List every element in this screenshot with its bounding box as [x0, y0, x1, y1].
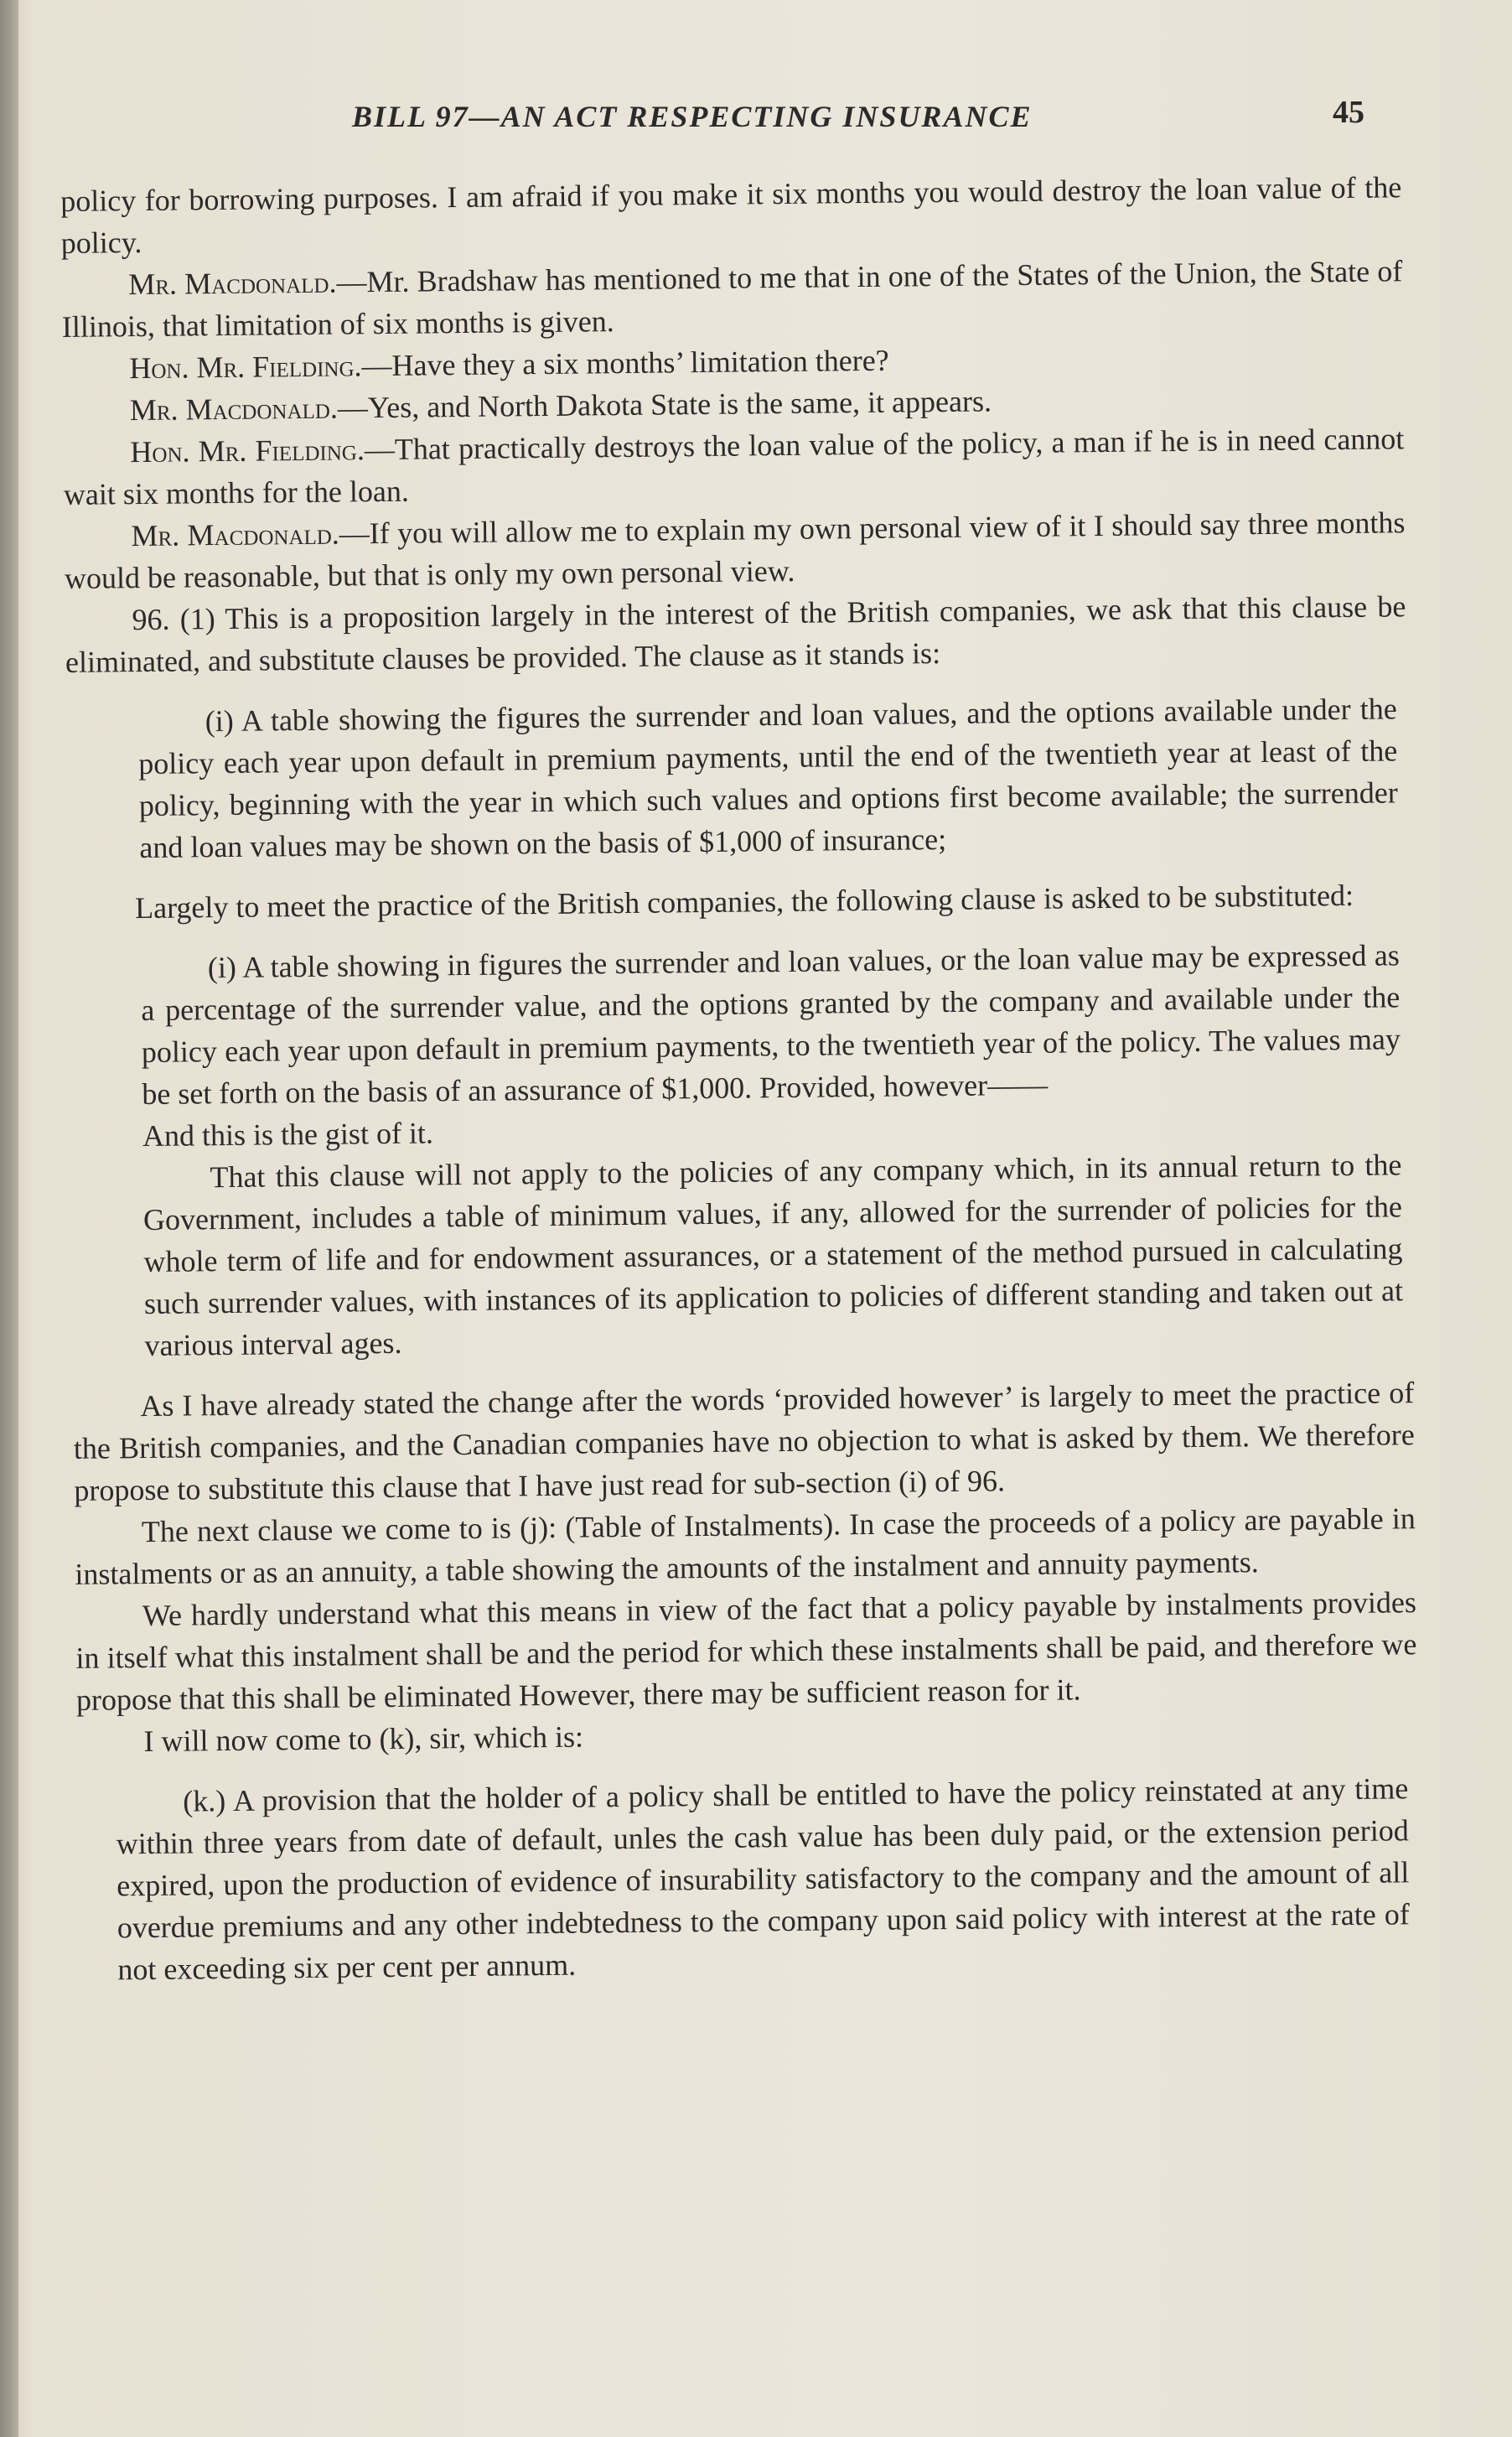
paragraph: 96. (1) This is a proposition largely in the interest of the British companies, we ask that this clause be eliminated, and substitute clauses be provided. The clause as it stands is: — [65, 589, 1406, 679]
quoted-clause: That this clause will not apply to the policies of any company which, in its annual return to the Government, includes a table of minimum values, if any, allowed for the surrender of policies for the whole term of life and for endowment assurances, or a statement of the method pursued in calculating such surrender values, with instances of its application to policies of different standing and taken out at various interval ages. — [142, 1148, 1404, 1363]
paragraph: The next clause we come to is (j): (Table of Instalments). In case the proceeds of a policy are payable in instalments or as an annuity, a table showing the amounts of the instalment and annuity payments. — [75, 1501, 1416, 1591]
running-header: BILL 97—AN ACT RESPECTING INSURANCE — [352, 100, 1033, 133]
speaker: Mr. Macdonald. — [129, 391, 339, 428]
paragraph: We hardly understand what this means in view of the fact that a policy payable by instalments provides in itself what this instalment shall be and the period for which these instalments shall be paid, and therefore we propose that this shall be eliminated However, there may be sufficient reason for it. — [75, 1585, 1417, 1717]
body-text — [60, 166, 1421, 1991]
paragraph: Mr. Macdonald.—Yes, and North Dakota State is the same, it appears. — [129, 384, 992, 428]
paragraph: policy for borrowing purposes. I am afraid if you make it six months you would destroy the loan value of the policy. — [60, 170, 1402, 260]
quoted-clause: (i) A table showing the figures the surrender and loan values, and the options available under the policy each year upon default in premium payments, until the end of the twentieth year at least of the policy, beginning with the year in which such values and options first become available; the surrender and loan values may be shown on the basis of $1,000 of insurance; — [138, 692, 1398, 865]
page-number: 45 — [1333, 95, 1364, 130]
paragraph: Mr. Macdonald.—Mr. Bradshaw has mentioned to me that in one of the States of the Union, the State of Illinois, that limitation of six months is given. — [61, 254, 1403, 344]
speaker: Mr. Macdonald. — [131, 516, 340, 553]
speaker: Mr. Macdonald. — [128, 265, 337, 302]
quoted-clause: (i) A table showing in figures the surrender and loan values, or the loan value may be expressed as a percentage of the surrender value, and the options granted by the company and available under the policy each year upon default in premium payments, to the twentieth year of the policy. The values may be set forth on the basis of an assurance of $1,000. Provided, however—— — [141, 938, 1401, 1112]
paragraph: Largely to meet the practice of the British companies, the following clause is asked to be substituted: — [134, 878, 1354, 926]
paragraph: Hon. Mr. Fielding.—That practically destroys the loan value of the policy, a man if he is in need cannot wait six months for the loan. — [63, 422, 1405, 511]
paragraph: I will now come to (k), sir, which is: — [143, 1719, 584, 1759]
speaker: Hon. Mr. Fielding. — [129, 349, 362, 386]
paragraph: Mr. Macdonald.—If you will allow me to explain my own personal view of it I should say three months would be reasonable, but that is only my own personal view. — [64, 506, 1406, 595]
paragraph: Hon. Mr. Fielding.—Have they a six months’ limitation there? — [129, 343, 889, 386]
page-binding-edge — [0, 0, 18, 2437]
quoted-clause: (k.) A provision that the holder of a policy shall be entitled to have the policy reinstated at any time within three years from date of default, unles the cash value has been duly paid, or the extension period expired, upon the production of evidence of insurability satisfactory to the company and the amount of all overdue premiums and any other indebtedness to the company upon said policy with interest at the rate of not exceeding six per cent per annum. — [116, 1771, 1410, 1987]
quoted-clause: And this is the gist of it. — [142, 1116, 434, 1154]
paragraph: As I have already stated the change after the words ‘provided however’ is largely to meet the practice of the British companies, and the Canadian companies have no objection to what is asked by them. We therefore propose to substitute this clause that I have just read for sub-section (i) of 96. — [73, 1376, 1415, 1507]
speaker: Hon. Mr. Fielding. — [130, 433, 365, 469]
